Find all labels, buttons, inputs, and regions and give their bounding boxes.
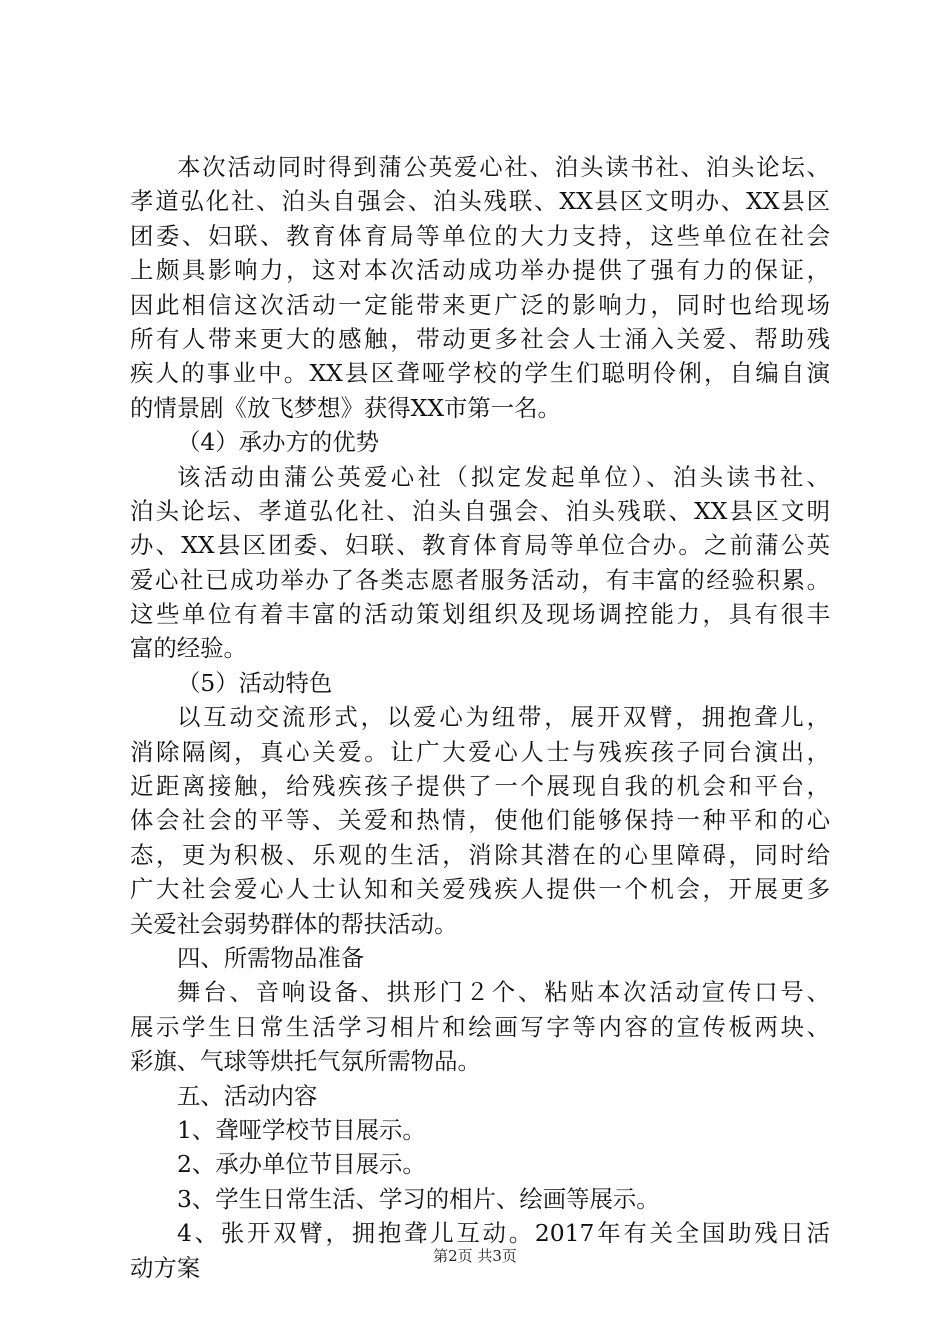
text-line: 这些单位有着丰富的活动策划组织及现场调控能力，具有很丰 <box>130 600 830 629</box>
section-heading: 四、所需物品准备 <box>177 943 365 972</box>
text-line: 办、XX县区团委、妇联、教育体育局等单位合办。之前蒲公英 <box>130 531 830 560</box>
text-line: 该活动由蒲公英爱心社（拟定发起单位）、泊头读书社、 <box>177 462 830 491</box>
text-line: 上颇具影响力，这对本次活动成功举办提供了强有力的保证， <box>130 256 830 285</box>
text-line: 疾人的事业中。XX县区聋哑学校的学生们聪明伶俐，自编自演 <box>130 359 830 388</box>
text-line: 体会社会的平等、关爱和热情，使他们能够保持一种平和的心 <box>130 806 830 835</box>
text-line: 团委、妇联、教育体育局等单位的大力支持，这些单位在社会 <box>130 221 830 250</box>
list-item: 3、学生日常生活、学习的相片、绘画等展示。 <box>177 1184 660 1213</box>
text-line: 动方案 <box>130 1253 201 1282</box>
document-body <box>130 150 830 1285</box>
text-line: 所有人带来更大的感触，带动更多社会人士涌入关爱、帮助残 <box>130 324 830 353</box>
section-heading: 五、活动内容 <box>177 1081 318 1110</box>
list-item: 2、承办单位节目展示。 <box>177 1150 426 1179</box>
section-heading: （5）活动特色 <box>177 668 333 697</box>
text-line: 泊头论坛、孝道弘化社、泊头自强会、泊头残联、XX县区文明 <box>130 496 830 525</box>
text-line: 爱心社已成功举办了各类志愿者服务活动，有丰富的经验积累。 <box>130 565 830 594</box>
text-line: 本次活动同时得到蒲公英爱心社、泊头读书社、泊头论坛、 <box>177 153 830 181</box>
text-line: 以互动交流形式，以爱心为纽带，展开双臂，拥抱聋儿， <box>177 703 830 732</box>
text-line: 态，更为积极、乐观的生活，消除其潜在的心里障碍，同时给 <box>130 840 830 869</box>
list-item: 1、聋哑学校节目展示。 <box>177 1115 426 1144</box>
list-item: 4、张开双臂，拥抱聋儿互动。2017年有关全国助残日活 <box>177 1219 830 1248</box>
text-line: 彩旗、气球等烘托气氛所需物品。 <box>130 1047 481 1076</box>
text-line: 展示学生日常生活学习相片和绘画写字等内容的宣传板两块、 <box>130 1012 830 1041</box>
text-line: 的情景剧《放飞梦想》获得XX市第一名。 <box>130 393 561 422</box>
text-line: 消除隔阂，真心关爱。让广大爱心人士与残疾孩子同台演出， <box>130 737 830 766</box>
text-line: 富的经验。 <box>130 634 247 663</box>
text-line: 关爱社会弱势群体的帮扶活动。 <box>130 909 458 938</box>
text-line: 孝道弘化社、泊头自强会、泊头残联、XX县区文明办、XX县区 <box>130 187 830 216</box>
page-number-footer: 第2页 共3页 <box>433 1247 517 1265</box>
text-line: 舞台、音响设备、拱形门２个、粘贴本次活动宣传口号、 <box>177 978 830 1007</box>
text-line: 广大社会爱心人士认知和关爱残疾人提供一个机会，开展更多 <box>130 875 830 904</box>
text-line: 因此相信这次活动一定能带来更广泛的影响力，同时也给现场 <box>130 290 830 319</box>
section-heading: （4）承办方的优势 <box>177 428 380 457</box>
text-line: 近距离接触，给残疾孩子提供了一个展现自我的机会和平台， <box>130 772 830 801</box>
